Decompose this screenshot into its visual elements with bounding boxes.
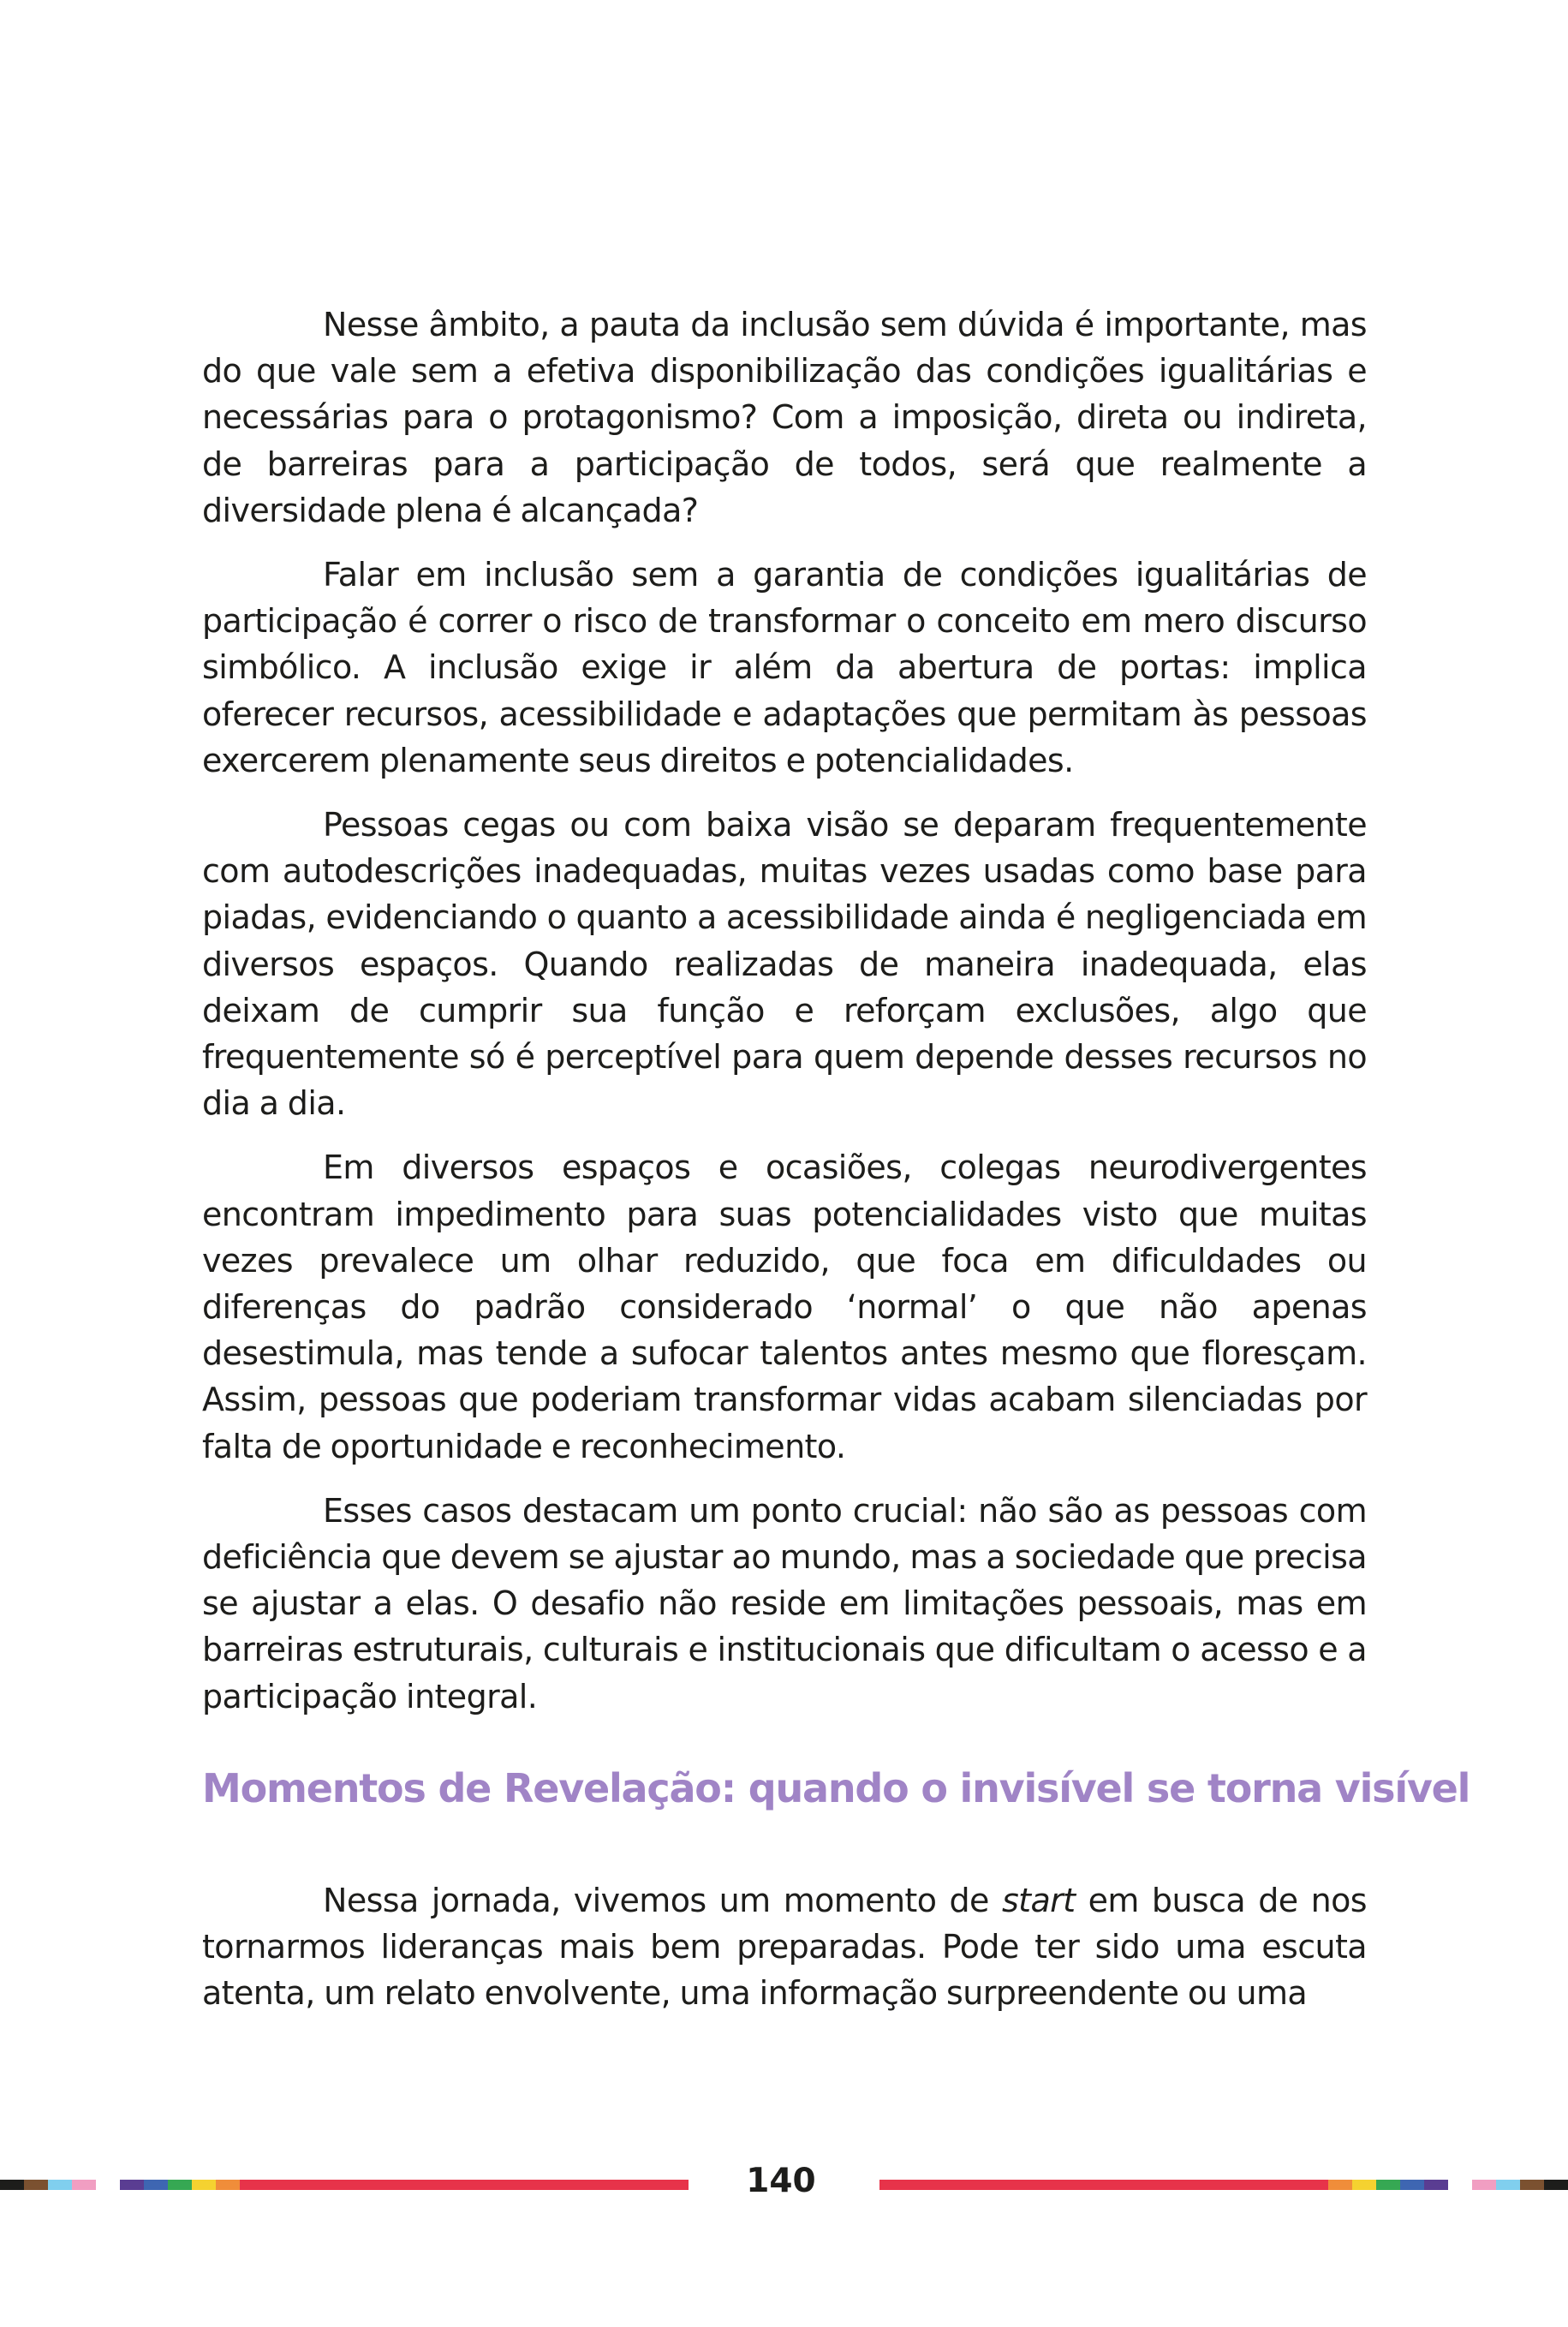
stripe-segment [879, 2180, 1328, 2190]
body-paragraph [202, 1877, 1367, 2017]
body-paragraph: Pessoas cegas ou com baixa visão se deparam frequentemente com autodescrições inadequadas, muitas vezes usadas como base para piadas, evidenciando o quanto a acessibilidade ainda é negligenciada em diversos espaços. Quando realizadas de maneira inadequada, elas deixam de cumprir sua função e reforçam exclusões, algo que frequentemente só é perceptível para quem depende desses recursos no dia a dia. [202, 806, 1367, 1123]
stripe-segment [48, 2180, 72, 2190]
stripe-segment [1400, 2180, 1424, 2190]
italic-term: start [1001, 1881, 1076, 1919]
stripe-segment [72, 2180, 96, 2190]
stripe-segment [1328, 2180, 1352, 2190]
page-body [202, 301, 1470, 2035]
stripe-segment [1376, 2180, 1400, 2190]
stripe-segment [1352, 2180, 1376, 2190]
stripe-segment [240, 2180, 689, 2190]
stripe-segment [192, 2180, 216, 2190]
body-paragraph: Nesse âmbito, a pauta da inclusão sem dúvida é importante, mas do que vale sem a efetiva disponibilização das condições igualitárias e necessárias para o protagonismo? Com a imposição, direta ou indireta, de barreiras para a participação de todos, será que realmente a diversidade plena é alcançada? [202, 306, 1367, 529]
body-paragraph: Falar em inclusão sem a garantia de condições igualitárias de participação é correr o risco de transformar o conceito em mero discurso simbólico. A inclusão exige ir além da abertura de portas: implica oferecer recursos, acessibilidade e adaptações que permitam às pessoas exercerem plenamente seus direitos e potencialidades. [202, 556, 1367, 779]
stripe-segment [216, 2180, 240, 2190]
stripe-segment [1472, 2180, 1496, 2190]
stripe-segment [0, 2180, 24, 2190]
stripe-segment [1424, 2180, 1448, 2190]
stripe-segment [96, 2180, 120, 2190]
body-paragraph: Em diversos espaços e ocasiões, colegas neurodivergentes encontram impedimento para suas potencialidades visto que muitas vezes prevalece um olhar reduzido, que foca em dificuldades ou diferenças do padrão considerado ‘normal’ o que não apenas desestimula, mas tende a sufocar talentos antes mesmo que floresçam. Assim, pessoas que poderiam transformar vidas acabam silenciadas por falta de oportunidade e reconhecimento. [202, 1149, 1367, 1465]
stripe-segment [1520, 2180, 1544, 2190]
paragraph-text: em busca de nos tornarmos lideranças mais bem preparadas. Pode ter sido uma escuta atenta, um relato envolvente, uma informação surpreendente ou uma [202, 1881, 1367, 2013]
paragraph-text: Nessa jornada, vivemos um momento de [323, 1881, 1002, 1919]
page-number: 140 [746, 2162, 816, 2200]
body-paragraph: Esses casos destacam um ponto crucial: não são as pessoas com deficiência que devem se ajustar ao mundo, mas a sociedade que precisa se ajustar a elas. O desafio não reside em limitações pessoais, mas em barreiras estruturais, culturais e institucionais que dificultam o acesso e a participação integral. [202, 1491, 1367, 1715]
stripe-segment [1448, 2180, 1472, 2190]
stripe-segment [1496, 2180, 1520, 2190]
stripe-segment [120, 2180, 144, 2190]
stripe-segment [168, 2180, 192, 2190]
stripe-segment [24, 2180, 48, 2190]
section-heading: Momentos de Revelação: quando o invisível se torna visível [202, 1764, 1470, 1811]
stripe-segment [1544, 2180, 1568, 2190]
stripe-segment [144, 2180, 168, 2190]
